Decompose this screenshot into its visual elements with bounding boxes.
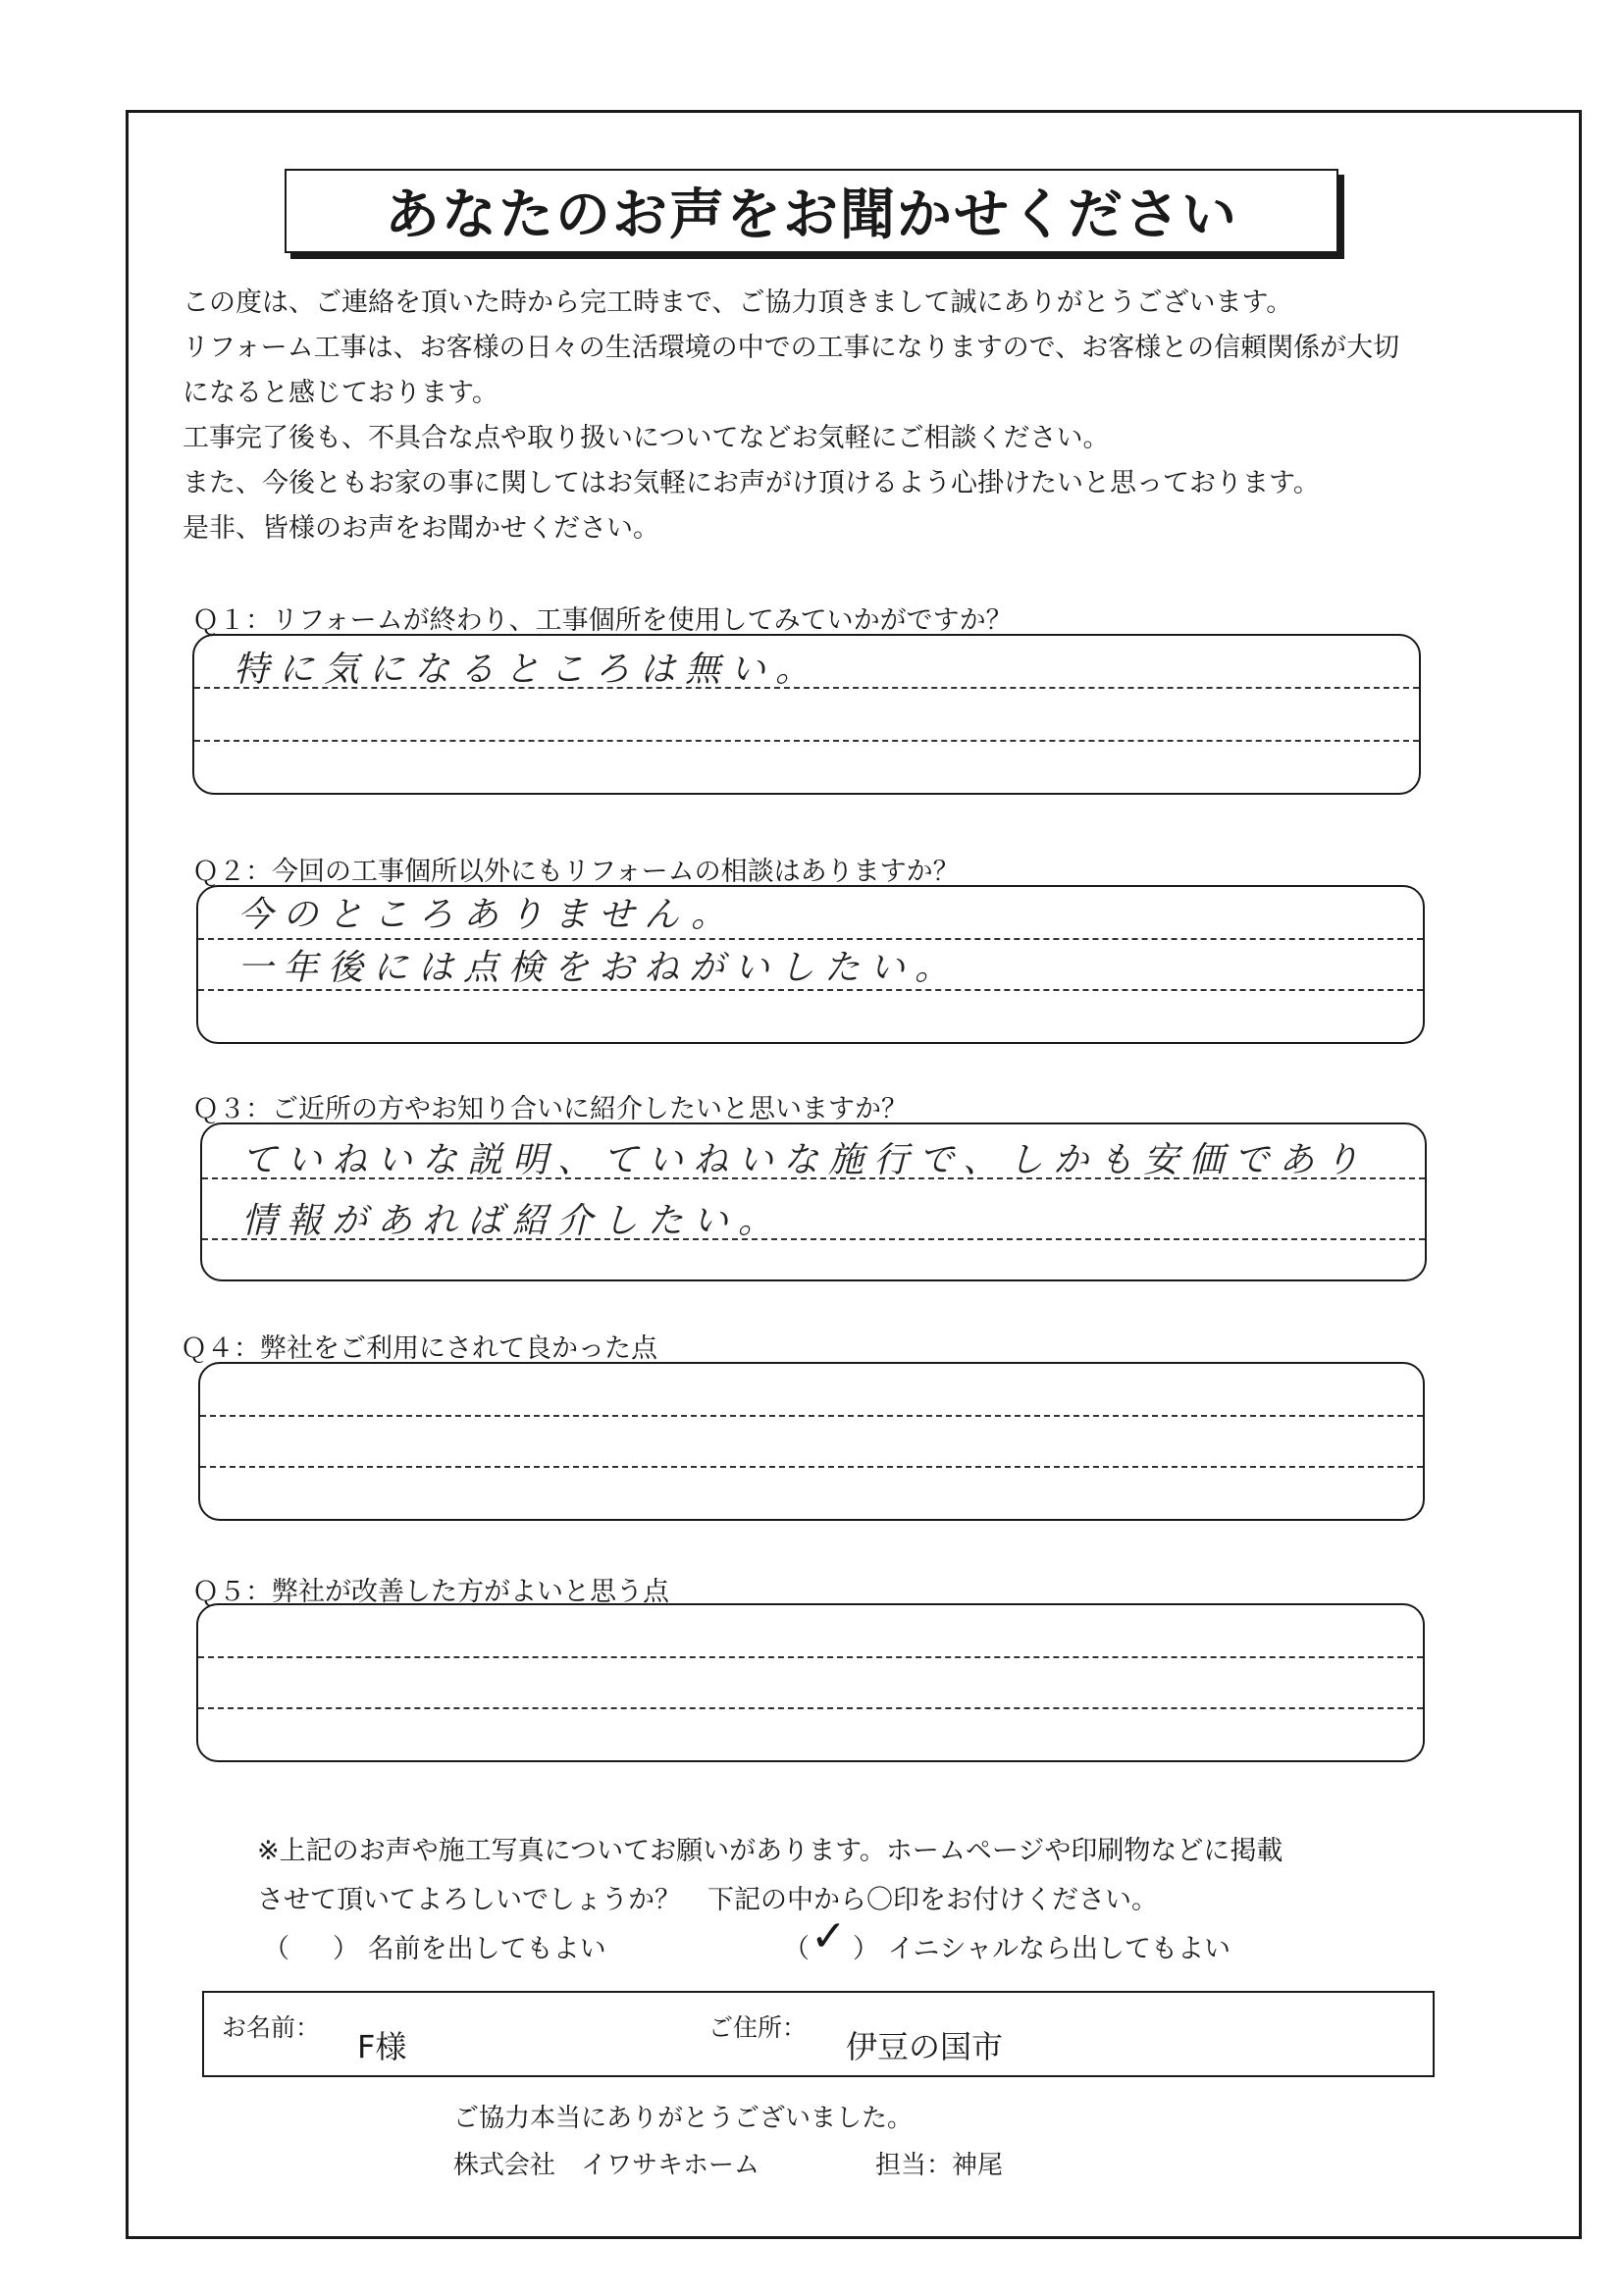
intro-line: 是非、皆様のお声をお聞かせください。 (183, 513, 659, 544)
option-label: 名前を出してもよい (367, 1934, 606, 1964)
dashed-line (200, 1466, 1423, 1468)
question-5-label: Ｑ５：弊社が改善した方がよいと思う点 (192, 1577, 669, 1607)
dashed-line (198, 1656, 1423, 1658)
address-value: 伊豆の国市 (846, 2028, 1004, 2065)
answer-box-2 (196, 885, 1425, 1044)
consent-option-name[interactable] (263, 1927, 606, 1965)
question-4-label: Ｑ４：弊社をご利用にされて良かった点 (181, 1333, 657, 1364)
staff-name: 担当：神尾 (875, 2151, 1004, 2180)
intro-line: また、今後ともお家の事に関してはお気軽にお声がけ頂けるよう心掛けたいと思っております。 (183, 468, 1320, 498)
dashed-line (198, 1707, 1423, 1709)
title-box (285, 169, 1338, 253)
close-paren: ） (853, 1934, 879, 1964)
intro-text (183, 281, 1478, 551)
intro-line: リフォーム工事は、お客様の日々の生活環境の中での工事になりますので、お客様との信頼関係が大切 (183, 333, 1400, 363)
handwritten-answer: 今のところありません。 (237, 895, 737, 935)
intro-line: この度は、ご連絡を頂いた時から完工時まで、ご協力頂きまして誠にありがとうございます。 (183, 287, 1293, 318)
page-title: あなたのお声をお聞かせください (385, 183, 1238, 247)
intro-line: 工事完了後も、不具合な点や取り扱いについてなどお気軽にご相談ください。 (183, 423, 1110, 453)
customer-info-box (202, 1991, 1435, 2077)
check-mark-icon: ✓ (811, 1911, 847, 1961)
answer-box-3 (200, 1122, 1427, 1281)
answer-box-1 (192, 634, 1421, 795)
consent-note-line1: ※上記のお声や施工写真についてお願いがあります。ホームページや印刷物などに掲載 (257, 1836, 1283, 1866)
close-paren: ） (333, 1934, 359, 1964)
company-name: 株式会社 イワサキホーム (453, 2151, 760, 2180)
handwritten-answer: 一年後には点検をおねがいしたい。 (237, 948, 961, 988)
question-1-label: Ｑ１：リフォームが終わり、工事個所を使用してみていかがですか？ (192, 605, 1013, 636)
handwritten-answer: 特に気になるところは無い。 (234, 650, 821, 690)
consent-note-line2: させて頂いてよろしいでしょうか？ 下記の中から〇印をお付けください。 (257, 1885, 1158, 1915)
intro-line: になると感じております。 (183, 378, 498, 408)
answer-box-4 (198, 1362, 1425, 1521)
handwritten-answer: 情報があれば紹介したい。 (241, 1201, 784, 1241)
address-label: ご住所： (708, 2013, 808, 2042)
thanks-text: ご協力本当にありがとうございました。 (453, 2104, 914, 2133)
dashed-line (194, 740, 1419, 742)
dashed-line (200, 1415, 1423, 1417)
option-label: イニシャルなら出してもよい (887, 1934, 1230, 1964)
question-3-label: Ｑ３：ご近所の方やお知り合いに紹介したいと思いますか？ (192, 1094, 908, 1124)
consent-option-initials[interactable] (783, 1927, 1230, 1965)
open-paren: （ (263, 1934, 289, 1964)
name-value: F様 (357, 2028, 407, 2065)
open-paren: （ (783, 1934, 810, 1964)
handwritten-answer: ていねいな説明、ていねいな施行で、しかも安価であり (241, 1140, 1370, 1180)
question-2-label: Ｑ２：今回の工事個所以外にもリフォームの相談はありますか？ (192, 857, 960, 887)
answer-box-5 (196, 1603, 1425, 1762)
name-label: お名前： (222, 2013, 321, 2042)
